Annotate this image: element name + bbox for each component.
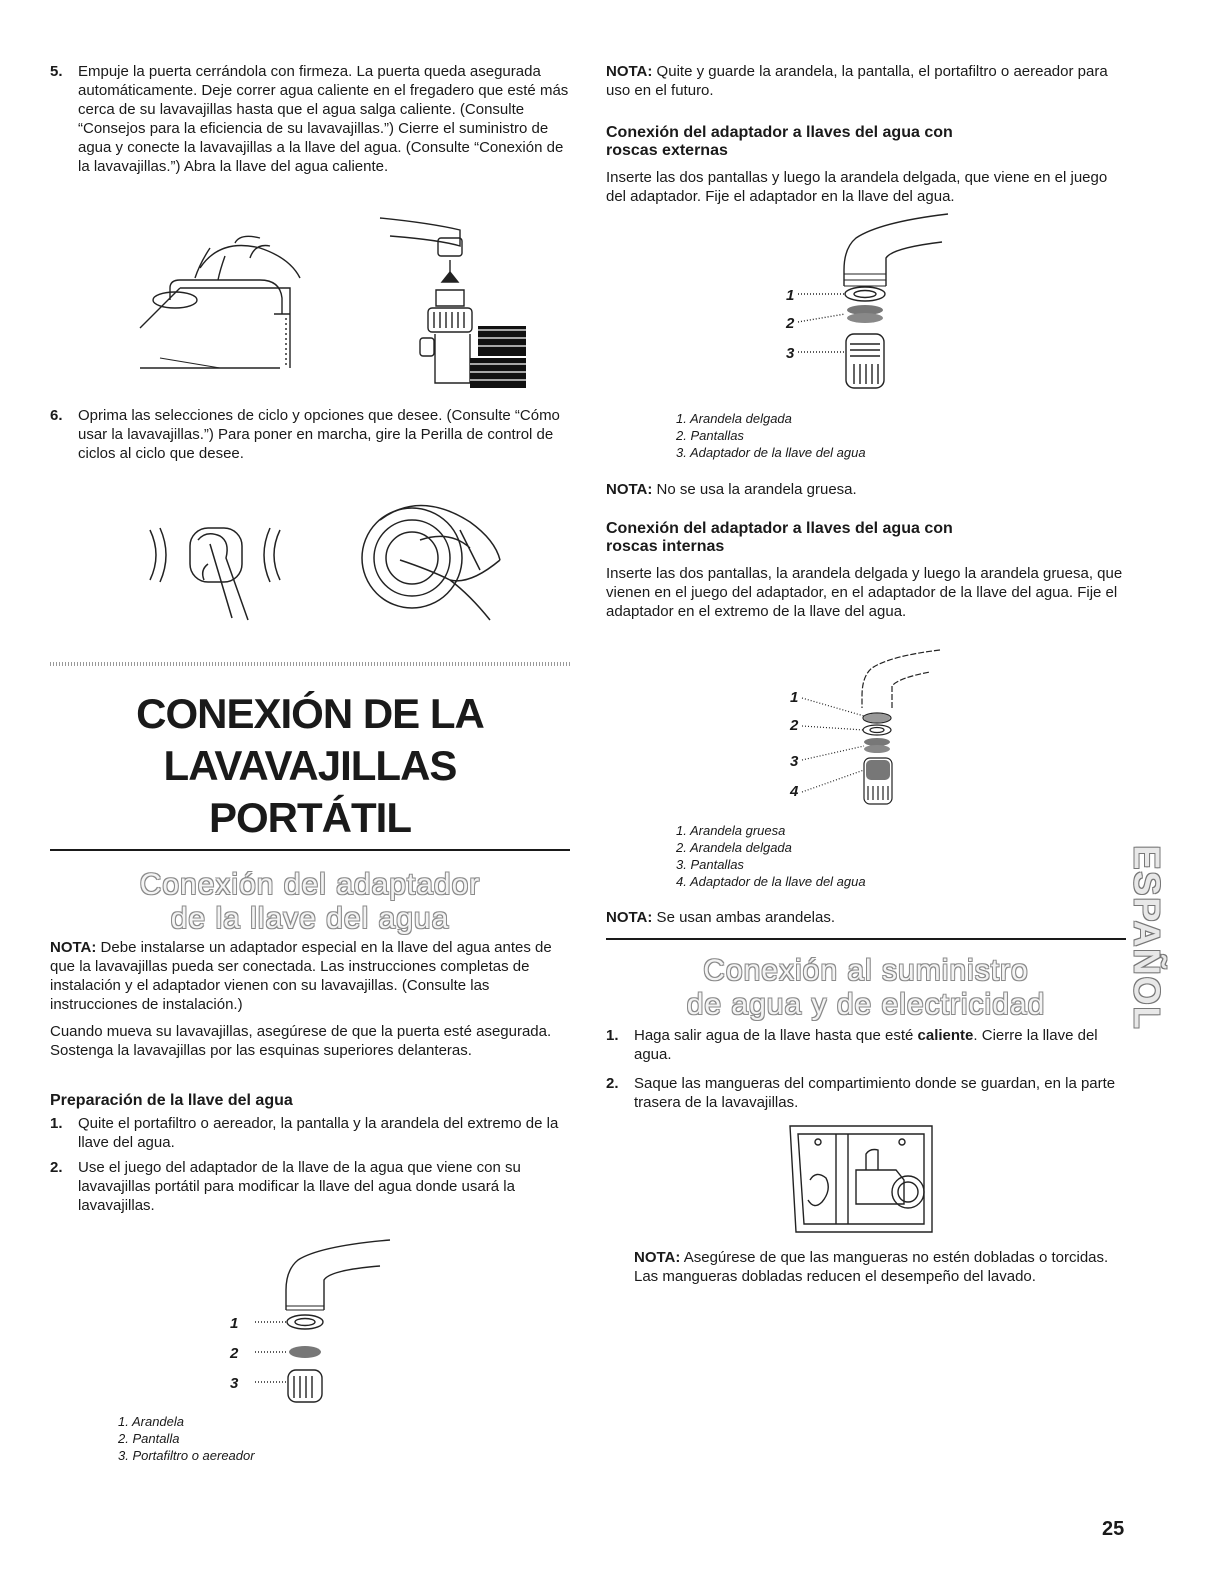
hose-compartment-illustration (786, 1120, 946, 1240)
nota-keep-parts (606, 62, 1126, 100)
step-number: 2. (606, 1075, 619, 1092)
heading-line: Conexión del adaptador a llaves del agua con (606, 520, 953, 537)
caption-item: 3. Adaptador de la llave del agua (676, 445, 866, 460)
paragraph-move: Cuando mueva su lavavajillas, asegúrese de que la puerta esté asegurada. Sostenga la lavavajillas por las esquinas superiores delanteras. (50, 1023, 552, 1059)
section-title-line: PORTÁTIL (209, 794, 411, 841)
step-6 (50, 406, 570, 463)
internal-figure-caption (676, 822, 866, 890)
dotted-divider (50, 662, 570, 666)
figure-label: 4 (790, 783, 799, 800)
figure-label: 2 (786, 315, 795, 332)
step-5 (50, 62, 570, 176)
nota-label: NOTA: (634, 1249, 681, 1266)
supply-step-1 (606, 1026, 1126, 1064)
nota-label: NOTA: (606, 63, 653, 80)
page-number: 25 (1102, 1518, 1125, 1540)
heading-line: roscas internas (606, 538, 725, 555)
step-text: Use el juego del adaptador de la llave de la agua que viene con su lavavajillas portátil para modificar la llave del agua donde usará la lavavajillas. (78, 1159, 521, 1214)
supply-step-2 (606, 1074, 1126, 1112)
internal-thread-adapter-illustration (780, 650, 960, 820)
nota-adapter (50, 938, 570, 1014)
nota-label: NOTA: (50, 939, 97, 956)
external-threads-text: Inserte las dos pantallas y luego la arandela delgada, que viene en el juego del adaptador. Fije el adaptador en la llave del agua. (606, 169, 1108, 205)
language-tab-label: ESPAÑOL (1127, 845, 1169, 1031)
subsection-title-line: Conexión del adaptador (139, 868, 481, 901)
section-title (50, 688, 570, 844)
internal-threads-text: Inserte las dos pantallas, la arandela delgada y luego la arandela gruesa, que vienen en el juego del adaptador, en el adaptador de la llave del agua. Fije el adaptador en el extremo de la llave del agua. (606, 565, 1123, 620)
faucet-hot-water-illustration (140, 218, 540, 388)
supply-title-line: de agua y de electricidad (686, 988, 1046, 1021)
prep-step-1 (50, 1114, 570, 1152)
caption-item: 3. Portafiltro o aereador (118, 1448, 255, 1463)
section-rule (606, 938, 1126, 940)
caption-item: 1. Arandela (118, 1414, 185, 1429)
figure-label: 1 (790, 689, 799, 706)
prep-heading: Preparación de la llave del agua (50, 1092, 293, 1109)
nota-text: Quite y guarde la arandela, la pantalla, el portafiltro o aereador para uso en el futuro. (606, 63, 1108, 99)
language-side-tab (1127, 818, 1167, 1058)
nota-internal (606, 908, 1126, 927)
nota-text: Se usan ambas arandelas. (652, 909, 836, 926)
caption-item: 4. Adaptador de la llave del agua (676, 874, 866, 889)
figure-label: 3 (790, 753, 799, 770)
step-number: 6. (50, 407, 63, 424)
internal-threads-heading (606, 520, 1126, 556)
figure-label: 1 (230, 1315, 239, 1332)
nota-hoses (634, 1248, 1126, 1286)
heading-line: roscas externas (606, 142, 728, 159)
nota-external (606, 480, 1126, 499)
faucet-aerator-illustration (220, 1240, 400, 1410)
figure-label: 3 (786, 345, 795, 362)
external-figure-caption (676, 410, 866, 461)
caption-item: 1. Arandela delgada (676, 411, 792, 426)
subsection-title-line: de la llave del agua (170, 902, 450, 935)
step-text: Quite el portafiltro o aereador, la pantalla y la arandela del extremo de la llave del agua. (78, 1115, 559, 1151)
caption-item: 3. Pantallas (676, 857, 744, 872)
step-number: 2. (50, 1159, 63, 1176)
heading-line: Conexión del adaptador a llaves del agua con (606, 124, 953, 141)
step-number: 1. (50, 1115, 63, 1132)
section-title-line: CONEXIÓN DE LA (136, 690, 484, 737)
section-title-line: LAVAVAJILLAS (163, 742, 457, 789)
external-thread-adapter-illustration (770, 214, 970, 404)
step-text: Saque las mangueras del compartimiento donde se guardan, en la parte trasera de la lavavajillas. (634, 1075, 1116, 1111)
nota-text: Debe instalarse un adaptador especial en la llave del agua antes de que la lavavajillas pueda ser conectada. Las instrucciones completas de instalación y el adaptador vienen con su lavavajillas. (Consulte las instrucciones de instalación.) (50, 939, 552, 1013)
step-number: 1. (606, 1027, 619, 1044)
step-number: 5. (50, 63, 63, 80)
section-rule (50, 849, 570, 851)
caption-item: 2. Arandela delgada (676, 840, 792, 855)
cycle-selection-illustration (150, 500, 530, 640)
nota-label: NOTA: (606, 481, 653, 498)
subsection-title (50, 868, 570, 936)
caption-item: 2. Pantallas (676, 428, 744, 443)
nota-text: No se usa la arandela gruesa. (652, 481, 857, 498)
step-text: Empuje la puerta cerrándola con firmeza. La puerta queda asegurada automáticamente. Deje correr agua caliente en el fregadero que esté más cerca de su lavavajillas hasta que el agua salga caliente. (Consulte “Consejos para la eficiencia de su lavavajillas.”) Cierre el suministro de agua y conecte la lavavajillas a la llave del agua. (Consulte “Conexión de la lavavajillas.”) Abra la llave del agua caliente. (78, 63, 569, 175)
caption-item: 1. Arandela gruesa (676, 823, 786, 838)
step-text: Oprima las selecciones de ciclo y opciones que desee. (Consulte “Cómo usar la lavavajillas.”) Para poner en marcha, gire la Perilla de control de ciclos al ciclo que desee. (78, 407, 560, 462)
figure-label: 2 (790, 717, 799, 734)
nota-label: NOTA: (606, 909, 653, 926)
nota-text: Asegúrese de que las mangueras no estén dobladas o torcidas. Las mangueras dobladas reducen el desempeño del lavado. (634, 1249, 1109, 1285)
supply-title-line: Conexión al suministro (703, 954, 1029, 987)
figure-label: 1 (786, 287, 795, 304)
figure-label: 3 (230, 1375, 239, 1392)
caption-item: 2. Pantalla (118, 1431, 180, 1446)
external-threads-heading (606, 124, 1126, 160)
figure-label: 2 (230, 1345, 239, 1362)
step-text: Haga salir agua de la llave hasta que esté caliente. Cierre la llave del agua. (634, 1027, 1098, 1063)
figure-caption (118, 1413, 255, 1464)
prep-step-2 (50, 1158, 570, 1215)
supply-title (606, 954, 1126, 1022)
